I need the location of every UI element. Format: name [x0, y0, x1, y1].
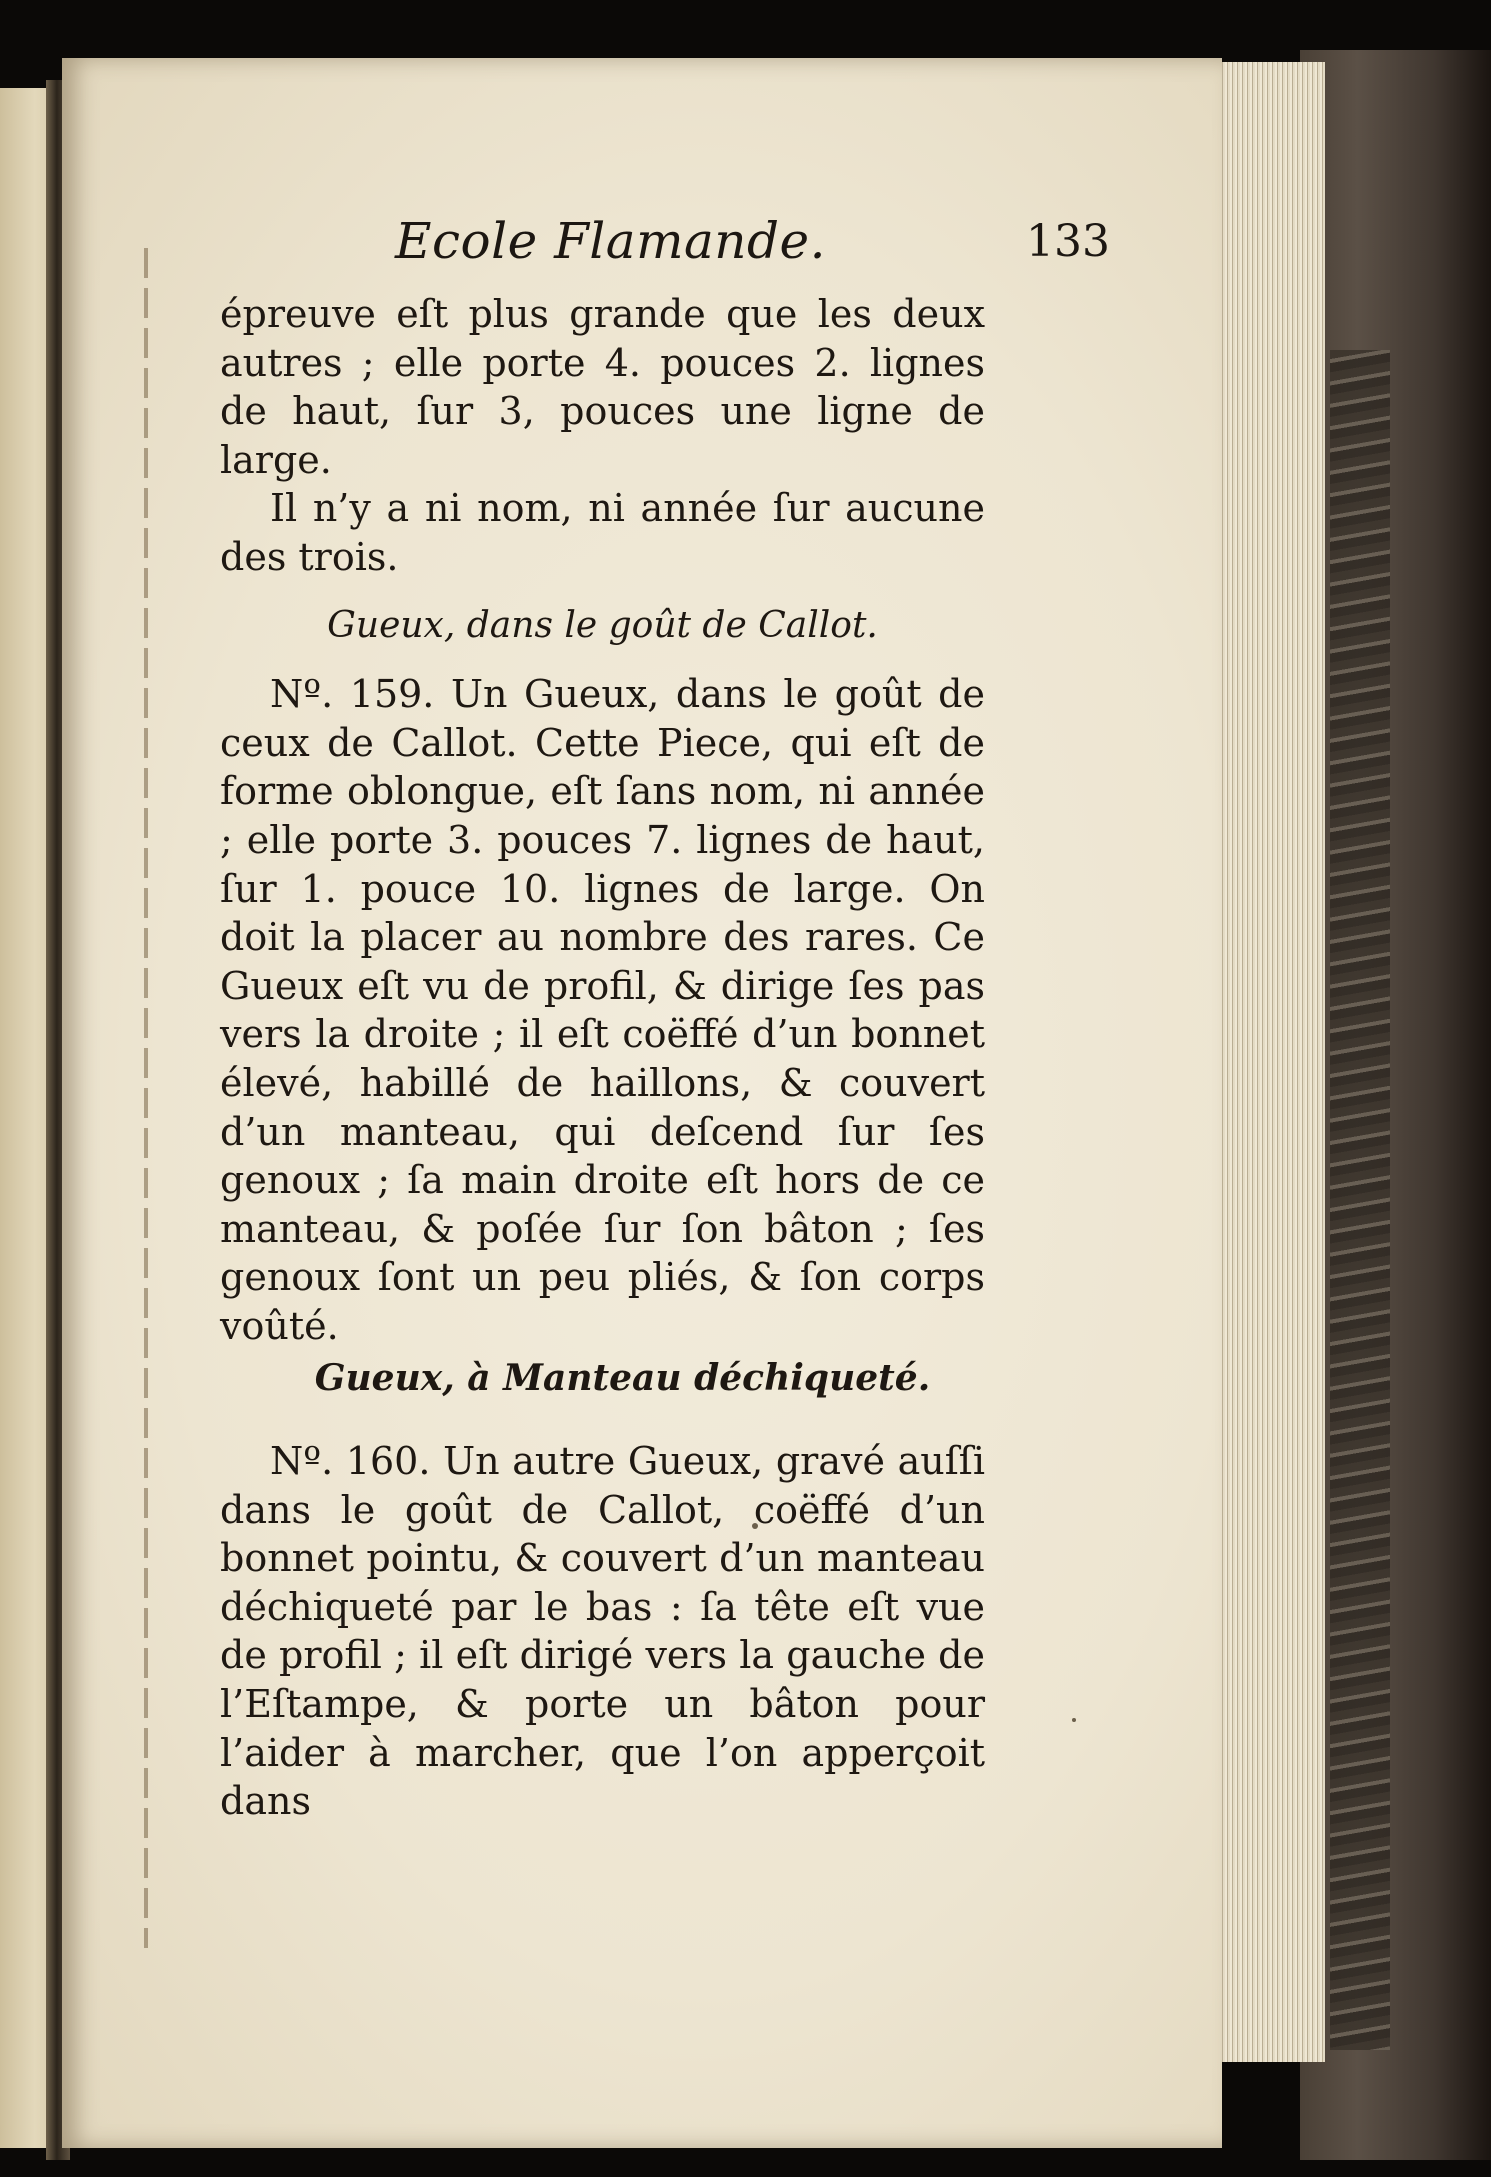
text-block: [220, 290, 985, 1826]
section-heading: Gueux, dans le goût de Callot.: [327, 604, 878, 646]
paragraph: Il n’y a ni nom, ni année ſur aucune des trois.: [220, 486, 985, 579]
binding-stitch: [144, 248, 148, 1948]
running-head: Ecole Flamande.: [395, 212, 826, 270]
catalogue-entry: Nº. 159. Un Gueux, dans le goût de ceux de Callot. Cette Piece, qui eſt de forme oblongue, eſt ſans nom, ni année ; elle porte 3. pouces 7. lignes de haut, ſur 1. pouce 10. lignes de large. On doit la placer au nombre des rares. Ce Gueux eſt vu de profil, & dirige ſes pas vers la droite ; il eſt coëffé d’un bonnet élevé, habillé de haillons, & couvert d’un manteau, qui deſcend ſur ſes genoux ; ſa main droite eſt hors de ce manteau, & poſée ſur ſon bâton ; ſes genoux ſont un peu pliés, & ſon corps voûté.: [220, 672, 985, 1348]
page-edges: [1215, 62, 1325, 2062]
section-heading: Gueux, à Manteau déchiqueté.: [314, 1357, 931, 1400]
page-number: 133: [1026, 216, 1110, 267]
paragraph: épreuve eſt plus grande que les deux autres ; elle porte 4. pouces 2. lignes de haut, ſur 3, pouces une ligne de large.: [220, 292, 985, 482]
catalogue-entry: Nº. 160. Un autre Gueux, gravé auſſi dans le goût de Callot, coëffé d’un bonnet pointu, & couvert d’un manteau déchiqueté par le bas : ſa tête eſt vue de profil ; il eſt dirigé vers la gauche de l’Eſtampe, & porte un bâton pour l’aider à marcher, que l’on apperçoit dans: [220, 1439, 985, 1824]
book-cover: [1300, 50, 1491, 2160]
paper-speck: [1072, 1718, 1076, 1722]
cover-marbling: [1330, 350, 1390, 2050]
running-header: [220, 212, 1110, 282]
